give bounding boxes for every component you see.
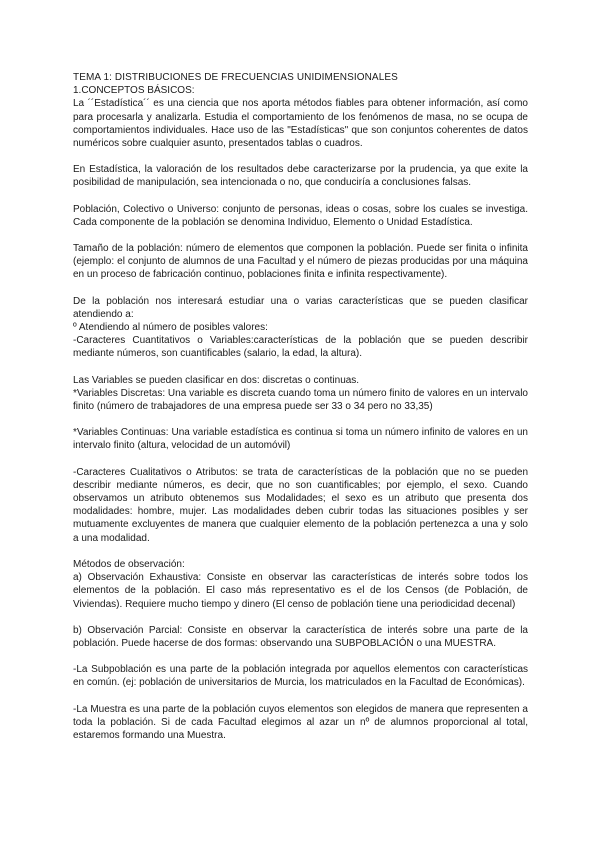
- paragraph-metodos: Métodos de observación:: [73, 558, 185, 570]
- paragraph-poblacion: Población, Colectivo o Universo: conjunto de personas, ideas o cosas, sobre los cuales se investiga. Cada componente de la población se denomina Individuo, Elemento o Unidad Estadística.: [73, 203, 528, 228]
- paragraph-parcial: b) Observación Parcial: Consiste en observar la característica de interés sobre una parte de la población. Puede hacerse de dos formas: observando una SUBPOBLACIÓN o una MUESTRA.: [73, 624, 528, 649]
- section-heading: 1.CONCEPTOS BÁSICOS:: [73, 85, 195, 97]
- paragraph-subpoblacion: -La Subpoblación es una parte de la población integrada por aquellos elementos con características en común. (ej: población de universitarios de Murcia, los matriculados en la Facultad de Económicas).: [73, 664, 528, 689]
- document-title: TEMA 1: DISTRIBUCIONES DE FRECUENCIAS UNIDIMENSIONALES: [73, 72, 398, 83]
- paragraph-atendiendo: º Atendiendo al número de posibles valores:: [73, 322, 268, 334]
- paragraph-continuas: *Variables Continuas: Una variable estadística es continua si toma un número infinito de valores en un intervalo finito (altura, velocidad de un automóvil): [73, 427, 528, 452]
- paragraph-prudencia: En Estadística, la valoración de los resultados debe caracterizarse por la prudencia, ya que exite la posibilidad de manipulación, sea intencionada o no, que conduciría a conclusiones falsas.: [73, 164, 528, 189]
- paragraph-clasificacion: Las Variables se pueden clasificar en dos: discretas o continuas.: [73, 374, 360, 386]
- paragraph-estadistica: La ´´Estadística´´ es una ciencia que nos aporta métodos fiables para obtener información, así como para procesarla y analizarla. Estudia el comportamiento de los fenómenos de masa, no se ocupa de comportamientos individuales. Hace uso de las "Estadísticas" que son conjuntos coherentes de datos numéricos sobre cualquier asunto, presentados tablas o cuadros.: [73, 98, 528, 150]
- paragraph-exhaustiva: a) Observación Exhaustiva: Consiste en observar las características de interés sobre todos los elementos de la población. El caso más representativo es el de los Censos (de Población, de Viviendas). Requiere mucho tiempo y dinero (El censo de población tiene una periodicidad decenal): [73, 572, 528, 610]
- paragraph-caracteristicas: De la población nos interesará estudiar una o varias características que se pueden clasificar atendiendo a:: [73, 295, 528, 320]
- paragraph-cualitativos: -Caracteres Cualitativos o Atributos: se trata de características de la población que no se pueden describir mediante números, es decir, que no son cuantificables; por ejemplo, el sexo. Cuando observamos un atributo obtenemos sus Modalidades; el sexo es un atributo que presenta dos modalidades: hombre, mujer. Las modalidades deben cubrir todas las situaciones posibles y ser mutuamente excluyentes de manera que cualquier elemento de la población pertenezca a una y solo a una modalidad.: [73, 466, 528, 544]
- paragraph-discretas: *Variables Discretas: Una variable es discreta cuando toma un número finito de valores en un intervalo finito (número de trabajadores de una empresa puede ser 33 o 34 pero no 33,35): [73, 387, 528, 413]
- paragraph-muestra: -La Muestra es una parte de la población cuyos elementos son elegidos de manera que representen a toda la población. Si de cada Facultad elegimos al azar un nº de alumnos proporcional al total, estaremos formando una Muestra.: [73, 703, 528, 741]
- paragraph-tamano: Tamaño de la población: número de elementos que componen la población. Puede ser finita o infinita (ejemplo: el conjunto de alumnos de una Facultad y el número de piezas producidas por una máquina en un proceso de fabricación continuo, poblaciones finita e infinita respectivamente).: [73, 243, 528, 281]
- paragraph-cuantitativos: -Caracteres Cuantitativos o Variables:características de la población que se pueden describir mediante números, son cuantificables (salario, la edad, la altura).: [73, 335, 528, 360]
